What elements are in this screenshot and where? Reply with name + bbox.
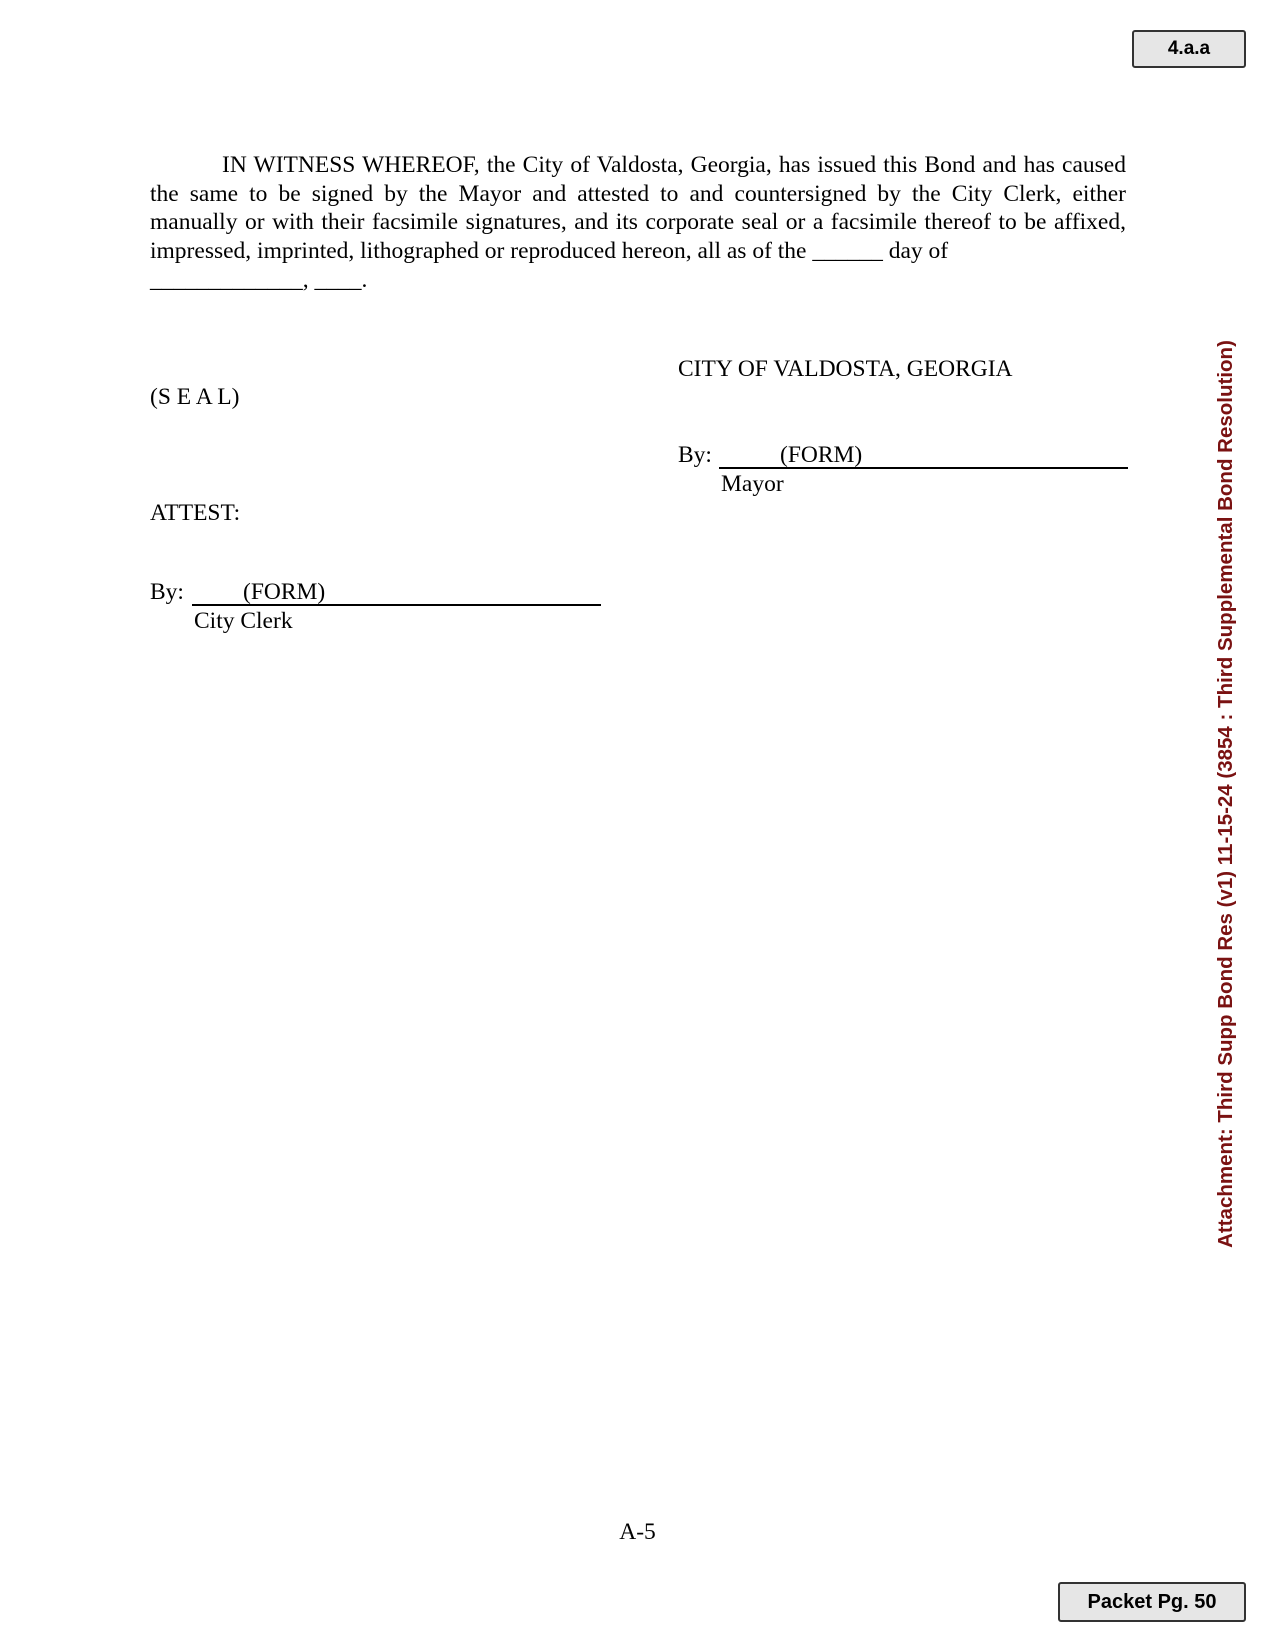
clerk-title: City Clerk bbox=[194, 608, 293, 634]
clerk-by-label: By: bbox=[150, 579, 184, 605]
mayor-form-label: (FORM) bbox=[780, 442, 863, 468]
mayor-by-label: By: bbox=[678, 442, 712, 468]
attachment-side-note: Attachment: Third Supp Bond Res (v1) 11-15-24 (3854 : Third Supplemental Bond Resolution) bbox=[1214, 340, 1237, 1248]
section-tag: 4.a.a bbox=[1132, 30, 1246, 68]
witness-paragraph-text: IN WITNESS WHEREOF, the City of Valdosta, Georgia, has issued this Bond and has caused the same to be signed by the Mayor and attested to and countersigned by the City Clerk, either manually or with their facsimile signatures, and its corporate seal or a facsimile thereof to be affixed, impressed, imprinted, lithographed or reproduced hereon, all as of the ______ day of bbox=[150, 152, 1126, 264]
witness-paragraph bbox=[150, 151, 1126, 265]
date-blank-line: _____________, ____. bbox=[150, 267, 368, 293]
clerk-form-label: (FORM) bbox=[243, 579, 326, 605]
seal-placeholder: (S E A L) bbox=[150, 384, 240, 410]
mayor-title: Mayor bbox=[721, 471, 784, 497]
packet-page-label: Packet Pg. 50 bbox=[1058, 1582, 1246, 1622]
attest-label: ATTEST: bbox=[150, 500, 241, 526]
issuer-name: CITY OF VALDOSTA, GEORGIA bbox=[678, 356, 1013, 382]
page-number: A-5 bbox=[619, 1519, 656, 1545]
